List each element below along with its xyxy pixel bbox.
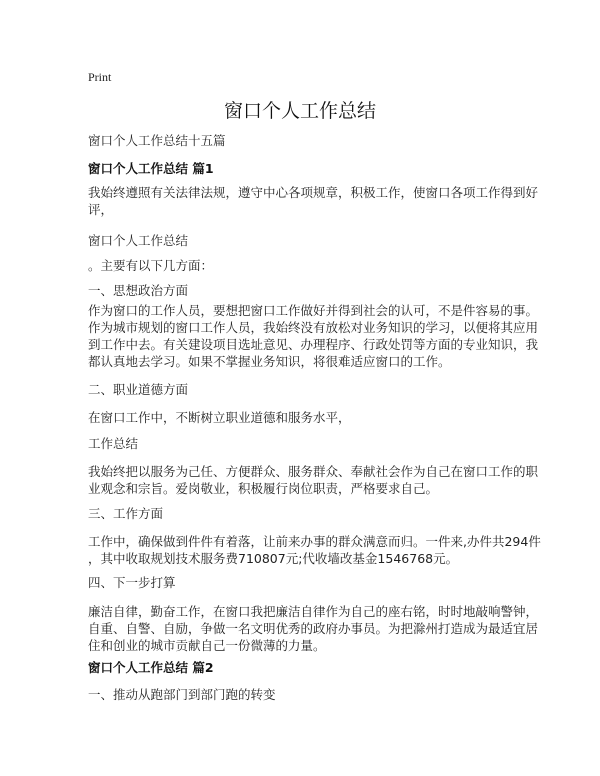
text-line: 工作总结: [88, 436, 139, 451]
text-line: 。主要有以下几方面：: [88, 258, 214, 273]
paragraph: [88, 463, 539, 497]
text-line: 窗口个人工作总结 篇1: [88, 161, 214, 176]
paragraph: [88, 381, 528, 398]
paragraph: [88, 409, 528, 426]
text-line: 工作中，确保做到件件有着落，让前来办事的群众满意而归。一件来,办件共294件: [88, 534, 541, 549]
section-heading: [88, 160, 528, 177]
text-line: 到工作中去。有关建设项目选址意见、办理程序、行政处罚等方面的专业知识，我: [88, 337, 539, 352]
paragraph: [88, 282, 528, 299]
text-line: 廉洁自律，勤奋工作，在窗口我把廉洁自律作为自己的座右铭，时时地敲响警钟，: [88, 604, 539, 619]
text-line: 二、职业道德方面: [88, 382, 189, 397]
text-line: 窗口个人工作总结 篇2: [88, 660, 214, 675]
text-line: 自重、自警、自励，争做一名文明优秀的政府办事员。为把滁州打造成为最适宜居: [88, 621, 539, 636]
paragraph: [88, 603, 539, 654]
paragraph: [88, 435, 528, 452]
paragraph: [88, 686, 528, 703]
paragraph: [88, 505, 528, 522]
text-line: 我始终把以服务为己任、方便群众、服务群众、奉献社会作为自己在窗口工作的职: [88, 464, 539, 479]
text-line: 作为城市规划的窗口工作人员，我始终没有放松对业务知识的学习，以便将其应用: [88, 320, 539, 335]
text-line: 业观念和宗旨。爱岗敬业，积极履行岗位职责，严格要求自己。: [88, 481, 439, 496]
paragraph: [88, 232, 528, 249]
text-line: 三、工作方面: [88, 506, 164, 521]
text-line: ，其中收取规划技术服务费710807元;代收墙改基金1546768元。: [88, 551, 459, 566]
text-line: 一、推动从跑部门到部门跑的转变: [88, 687, 276, 702]
text-line: 都认真地去学习。如果不掌握业务知识，将很难适应窗口的工作。: [88, 354, 451, 369]
paragraph: [88, 302, 539, 370]
print-link[interactable]: Print: [88, 70, 112, 84]
text-line: 窗口个人工作总结: [88, 233, 189, 248]
paragraph: [88, 257, 528, 274]
page-title: 窗口个人工作总结: [223, 100, 376, 122]
text-line: 评，: [88, 202, 114, 217]
paragraph: [88, 574, 528, 591]
paragraph: [88, 184, 539, 218]
section-heading: [88, 659, 528, 676]
subtitle: 窗口个人工作总结十五篇: [88, 133, 226, 148]
text-line: 四、下一步打算: [88, 575, 176, 590]
text-line: 住和创业的城市贡献自己一份微薄的力量。: [88, 638, 326, 653]
text-line: 作为窗口的工作人员，要想把窗口工作做好并得到社会的认可，不是件容易的事。: [88, 303, 539, 318]
text-line: 在窗口工作中，不断树立职业道德和服务水平，: [88, 410, 351, 425]
text-line: 我始终遵照有关法律法规，遵守中心各项规章，积极工作，使窗口各项工作得到好: [88, 185, 539, 200]
text-line: 一、思想政治方面: [88, 283, 189, 298]
paragraph: [88, 533, 541, 567]
